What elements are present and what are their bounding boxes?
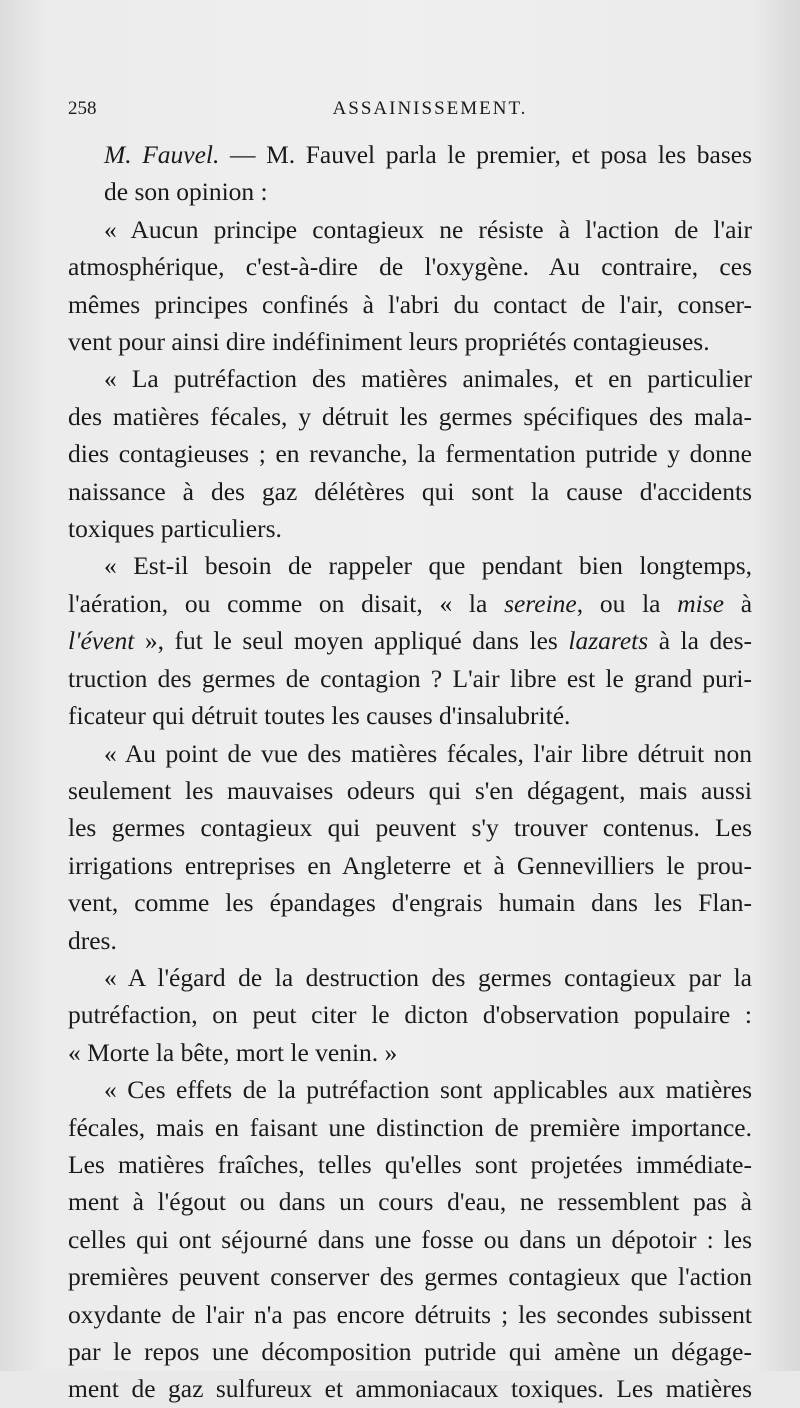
paragraph-fauvel-intro bbox=[68, 136, 752, 211]
speaker-name: M. Fauvel. bbox=[104, 140, 220, 169]
text-line: par le repos une décomposition putride qui amène un dégage- bbox=[68, 1337, 752, 1366]
paragraph-quote-2 bbox=[68, 360, 752, 547]
text-line: « Est-il besoin de rappeler que pendant bien longtemps, bbox=[104, 551, 752, 581]
text-line: l'aération, ou comme on disait, « la sereine, ou la mise à bbox=[68, 588, 753, 618]
paragraph-quote-1 bbox=[68, 211, 752, 361]
text-line: celles qui ont séjourné dans une fosse ou dans un dépotoir : les bbox=[68, 1224, 752, 1254]
text-line: seulement les mauvaises odeurs qui s'en dégagent, mais aussi bbox=[68, 775, 752, 805]
text-line: ficateur qui détruit toutes les causes d'insalubrité. bbox=[68, 701, 571, 731]
text-line: « La putréfaction des matières animales, et en particulier bbox=[104, 364, 752, 394]
text-line: dres. bbox=[68, 925, 117, 955]
text-line: truction des germes de contagion ? L'air libre est le grand puri- bbox=[68, 663, 752, 693]
text-line: vent, comme les épandages d'engrais humain dans les Flan- bbox=[68, 888, 752, 918]
text-line: l'évent », fut le seul moyen appliqué dans les lazarets à la des- bbox=[68, 626, 752, 656]
text-line: dies contagieuses ; en revanche, la fermentation putride y donne bbox=[68, 439, 752, 469]
text-line: ment à l'égout ou dans un cours d'eau, ne ressemblent pas à bbox=[68, 1187, 752, 1217]
italic-term: sereine bbox=[504, 588, 577, 618]
text-line: oxydante de l'air n'a pas encore détruits ; les secondes subissent bbox=[68, 1299, 752, 1329]
text-line: premières peuvent conserver des germes contagieux que l'action bbox=[68, 1262, 752, 1292]
text-line: « Au point de vue des matières fécales, l'air libre détruit non bbox=[104, 738, 752, 768]
text-line: « Ces effets de la putréfaction sont applicables aux matières bbox=[104, 1075, 752, 1105]
italic-term: l'évent bbox=[68, 626, 135, 656]
text-line: irrigations entreprises en Angleterre et à Gennevilliers le prou- bbox=[68, 850, 752, 880]
paragraph-quote-3 bbox=[68, 547, 752, 734]
paragraph-quote-5 bbox=[68, 959, 752, 1071]
text-line: de son opinion : bbox=[104, 177, 268, 207]
running-head: ASSAINISSEMENT. bbox=[332, 98, 528, 119]
italic-term: lazarets bbox=[568, 626, 649, 656]
text-line: des matières fécales, y détruit les germes spécifiques des mala- bbox=[68, 401, 752, 431]
text-line: ment de gaz sulfureux et ammoniacaux toxiques. Les matières bbox=[68, 1374, 752, 1404]
text-line: M. Fauvel. — M. Fauvel parla le premier, et posa les bases bbox=[104, 140, 752, 169]
italic-term: mise bbox=[677, 588, 724, 618]
body-text bbox=[68, 136, 752, 1408]
text-line: « Morte la bête, mort le venin. » bbox=[68, 1037, 398, 1067]
text-line: vent pour ainsi dire indéfiniment leurs propriétés contagieuses. bbox=[68, 327, 710, 357]
paragraph-quote-6 bbox=[68, 1071, 752, 1408]
text-line: fécales, mais en faisant une distinction de première importance. bbox=[68, 1112, 752, 1142]
text-line: « A l'égard de la destruction des germes contagieux par la bbox=[104, 962, 752, 992]
text-line: mêmes principes confinés à l'abri du contact de l'air, conser- bbox=[68, 289, 752, 319]
page-number: 258 bbox=[68, 98, 97, 119]
text-line: toxiques particuliers. bbox=[68, 514, 282, 544]
text-line: « Aucun principe contagieux ne résiste à l'action de l'air bbox=[104, 214, 752, 244]
text-line: les germes contagieux qui peuvent s'y trouver contenus. Les bbox=[68, 813, 752, 843]
text-line: Les matières fraîches, telles qu'elles sont projetées immédiate- bbox=[68, 1149, 752, 1179]
text-line: atmosphérique, c'est-à-dire de l'oxygène. Au contraire, ces bbox=[68, 252, 752, 282]
text-line: naissance à des gaz délétères qui sont la cause d'accidents bbox=[68, 476, 752, 506]
paragraph-quote-4 bbox=[68, 735, 752, 959]
page-header bbox=[68, 98, 752, 126]
text-line: putréfaction, on peut citer le dicton d'observation populaire : bbox=[68, 1000, 752, 1030]
